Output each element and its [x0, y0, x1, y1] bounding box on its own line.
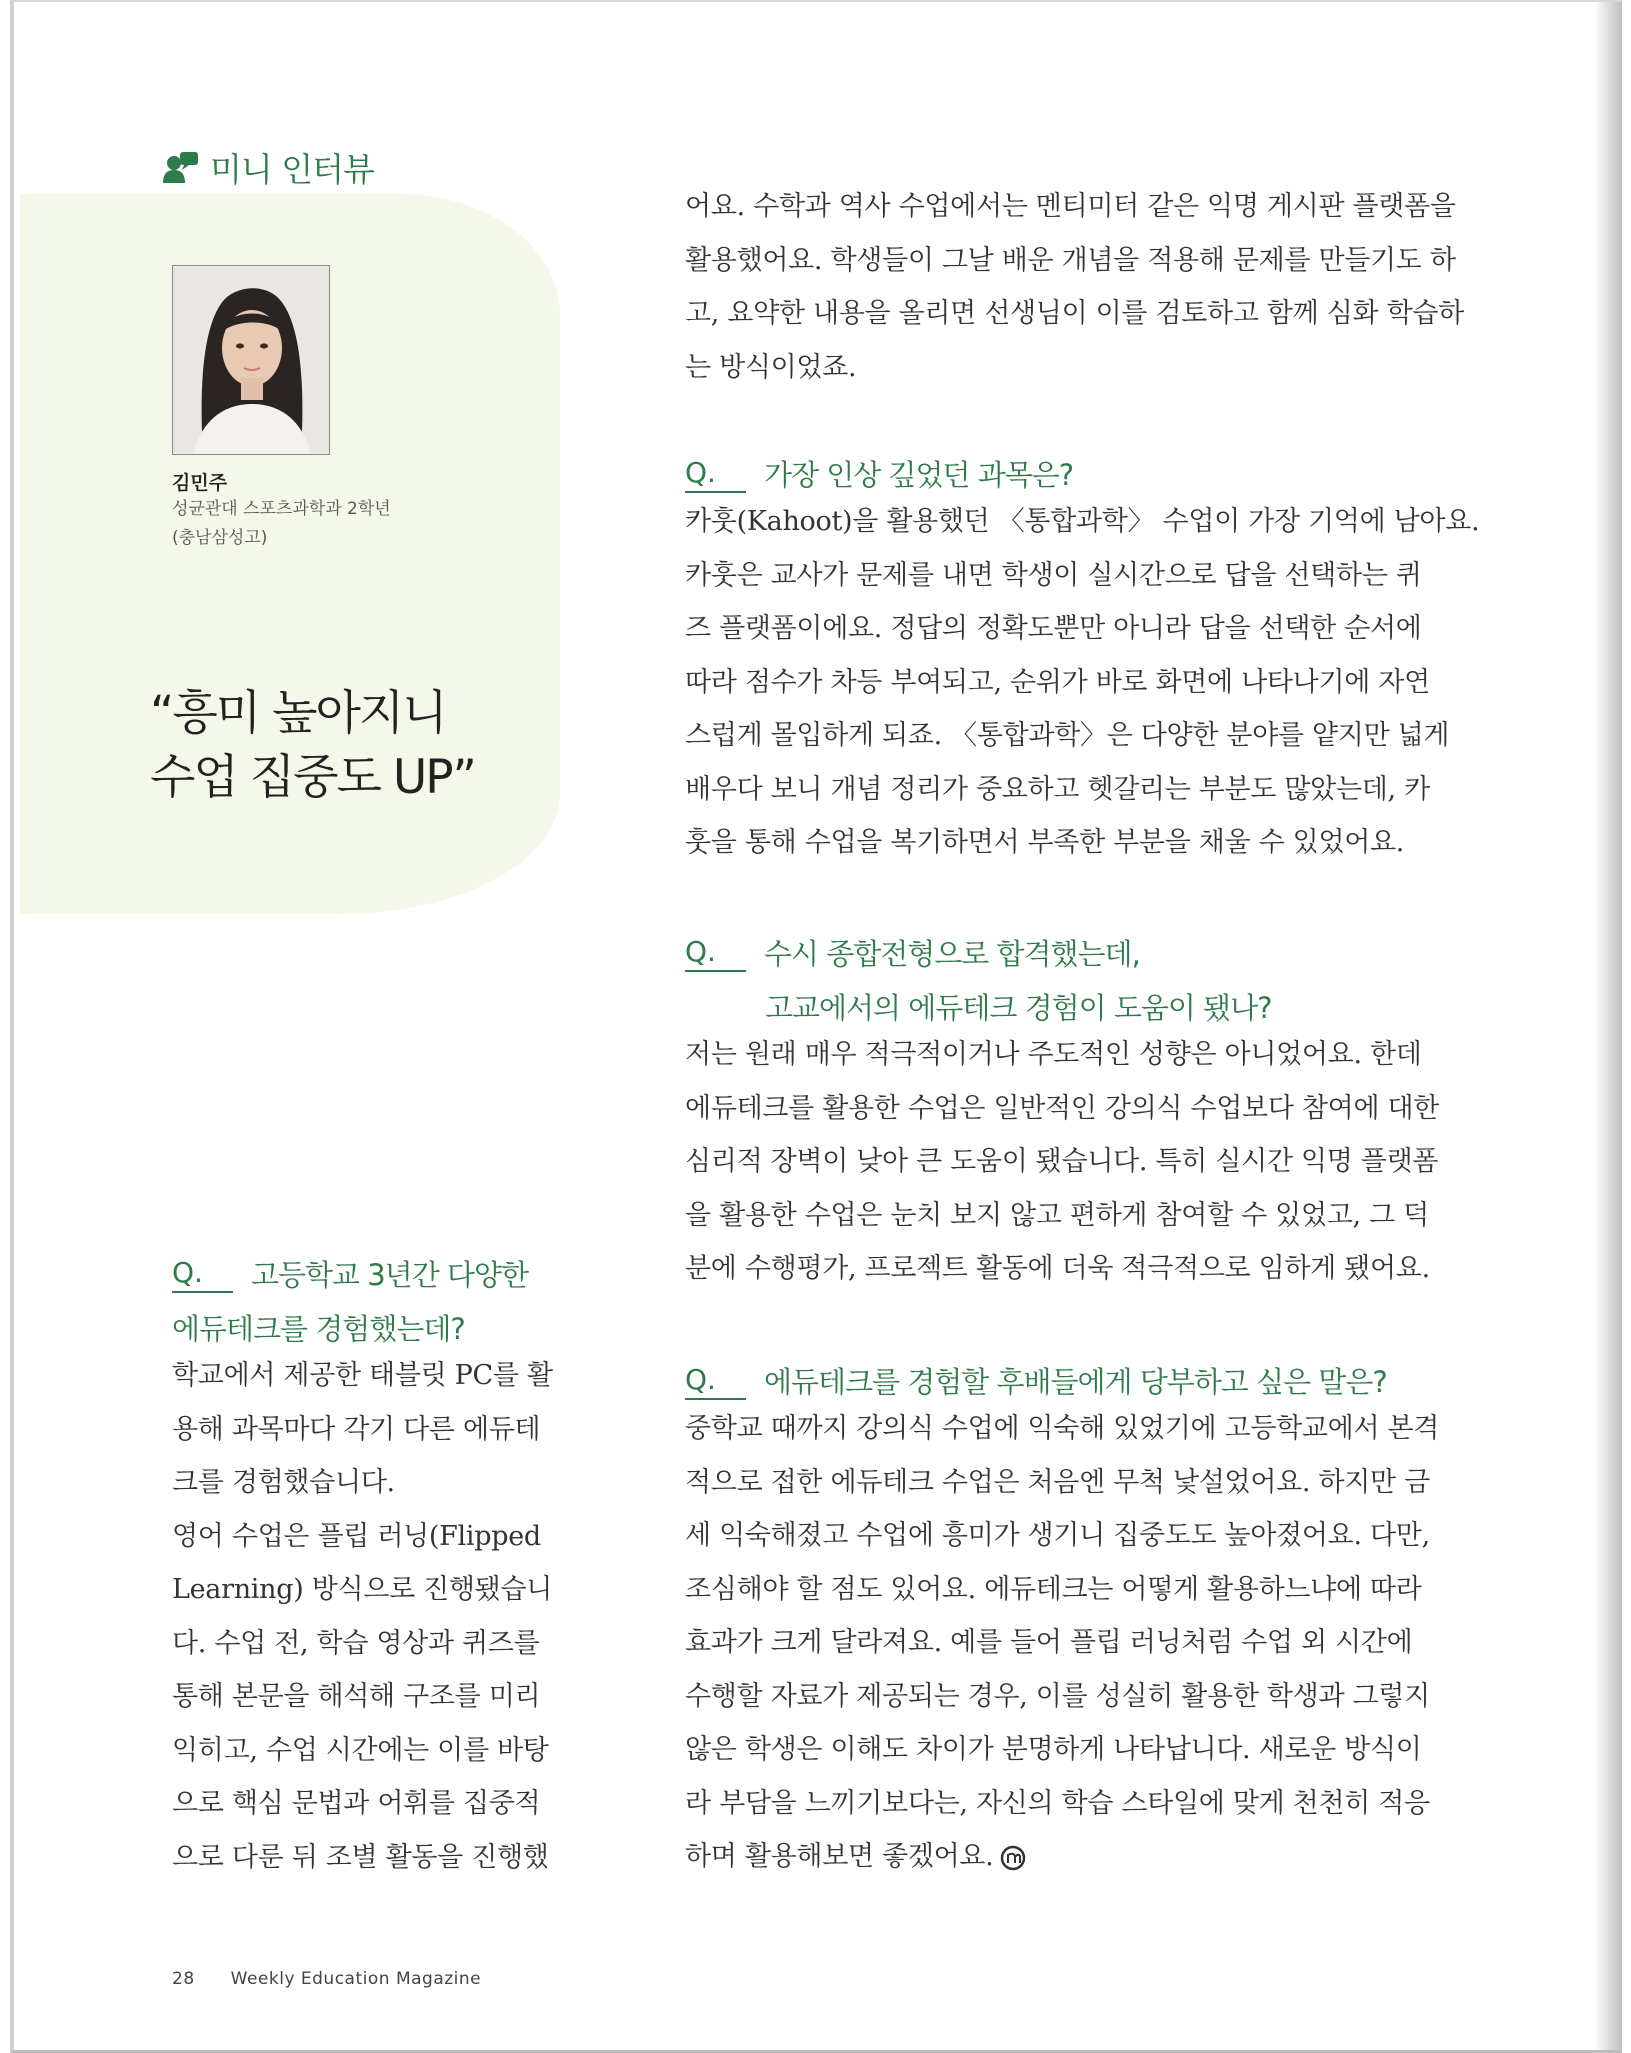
interview-icon [162, 149, 200, 187]
magazine-page [10, 0, 1622, 2053]
left-answer-line: 익히고, 수업 시간에는 이를 바탕 [172, 1734, 549, 1766]
continuation-line: 는 방식이었죠. [685, 351, 857, 383]
headline-line-2: 수업 집중도 UP” [150, 750, 475, 805]
page-number: 28 [172, 1969, 195, 1989]
left-answer-line: 학교에서 제공한 태블릿 PC를 활 [172, 1360, 553, 1391]
continuation-line: 고, 요약한 내용을 올리면 선생님이 이를 검토하고 함께 심화 학습하 [685, 298, 1464, 329]
profile-photo [172, 265, 330, 455]
answer-line: 즈 플랫폼이에요. 정답의 정확도뿐만 아니라 답을 선택한 순서에 [685, 613, 1422, 644]
question-mark: Q. [685, 934, 746, 972]
continuation-line: 활용했어요. 학생들이 그날 배운 개념을 적용해 문제를 만들기도 하 [685, 244, 1456, 276]
answer-line: 수행할 자료가 제공되는 경우, 이를 성실히 활용한 학생과 그렇지 [685, 1680, 1430, 1712]
answer-line: 효과가 크게 달라져요. 예를 들어 플립 러닝처럼 수업 외 시간에 [685, 1627, 1413, 1658]
answer-line: 따라 점수가 차등 부여되고, 순위가 바로 화면에 나타나기에 자연 [685, 666, 1430, 698]
question-row [685, 1362, 1439, 1400]
answer-line: 카훗은 교사가 문제를 내면 학생이 실시간으로 답을 선택하는 퀴 [685, 559, 1422, 591]
left-answer-line: 영어 수업은 플립 러닝(Flipped [172, 1520, 541, 1552]
qa-block-2 [685, 934, 1439, 1296]
answer-line: 않은 학생은 이해도 차이가 분명하게 나타납니다. 새로운 방식이 [685, 1734, 1422, 1765]
question-mark: Q. [172, 1255, 233, 1293]
question-line-1: 고등학교 3년간 다양한 [250, 1258, 528, 1292]
answer-line: 저는 원래 매우 적극적이거나 주도적인 성향은 아니었어요. 한데 [685, 1039, 1422, 1070]
page-edge-shadow [1594, 2, 1622, 2053]
interviewee-affiliation [172, 495, 391, 553]
answer-line: 훗을 통해 수업을 복기하면서 부족한 부분을 채울 수 있었어요. [685, 827, 1405, 858]
continuation-text [685, 180, 1464, 394]
answer-line: 하며 활용해보면 좋겠어요. [685, 1830, 1439, 1884]
left-answer-line: 으로 핵심 문법과 어휘를 집중적 [172, 1788, 541, 1819]
portrait-image [173, 266, 329, 454]
question-text: 수시 종합전형으로 합격했는데, [763, 937, 1140, 971]
answer-text [172, 1349, 553, 1884]
question-text: 가장 인상 깊었던 과목은? [763, 458, 1074, 492]
answer-text [685, 495, 1479, 870]
headline-quote [150, 682, 475, 810]
answer-line: 카훗(Kahoot)을 활용했던 〈통합과학〉 수업이 가장 기억에 남아요. [685, 506, 1480, 537]
answer-line: 중학교 때까지 강의식 수업에 익숙해 있었기에 고등학교에서 본격 [685, 1413, 1440, 1444]
question-row [685, 934, 1439, 972]
answer-text [685, 1402, 1439, 1884]
magazine-title: Weekly Education Magazine [230, 1969, 482, 1989]
continuation-line: 어요. 수학과 역사 수업에서는 멘티미터 같은 익명 게시판 플랫폼을 [685, 191, 1456, 222]
affiliation-text: 성균관대 스포츠과학과 2학년 [172, 499, 391, 519]
answer-line: 분에 수행평가, 프로젝트 활동에 더욱 적극적으로 임하게 됐어요. [685, 1253, 1430, 1284]
left-answer-line: 다. 수업 전, 학습 영상과 퀴즈를 [172, 1627, 540, 1659]
answer-line: 심리적 장벽이 낮아 큰 도움이 됐습니다. 특히 실시간 익명 플랫폼 [685, 1146, 1439, 1177]
question-mark: Q. [685, 1362, 746, 1400]
answer-line: 스럽게 몰입하게 되죠. 〈통합과학〉은 다양한 분야를 얕지만 넓게 [685, 720, 1450, 751]
qa-block-1 [685, 455, 1479, 870]
left-qa-block [172, 1255, 553, 1884]
headline-line-1: “흥미 높아지니 [150, 686, 446, 741]
answer-line: 에듀테크를 활용한 수업은 일반적인 강의식 수업보다 참여에 대한 [685, 1092, 1440, 1124]
question-mark: Q. [685, 455, 746, 493]
page-footer [172, 1969, 481, 1989]
question-line-2: 에듀테크를 경험했는데? [172, 1312, 465, 1346]
question-text: 고교에서의 에듀테크 경험이 도움이 됐나? [765, 991, 1272, 1025]
section-header [162, 144, 374, 191]
question-row [172, 1255, 553, 1293]
interviewee-name: 김민주 [172, 472, 228, 494]
left-answer-line: 용해 과목마다 각기 다른 에듀테 [172, 1413, 541, 1445]
answer-line: 적으로 접한 에듀테크 수업은 처음엔 무척 낯설었어요. 하지만 금 [685, 1466, 1430, 1498]
section-label: 미니 인터뷰 [210, 150, 374, 189]
left-answer-line: Learning) 방식으로 진행됐습니 [172, 1574, 553, 1605]
answer-line: 조심해야 할 점도 있어요. 에듀테크는 어떻게 활용하느냐에 따라 [685, 1573, 1422, 1605]
question-row [685, 455, 1479, 493]
end-mark-icon [999, 1844, 1027, 1872]
answer-text [685, 1028, 1439, 1296]
answer-line: 라 부담을 느끼기보다는, 자신의 학습 스타일에 맞게 천천히 적응 [685, 1787, 1430, 1819]
answer-line: 을 활용한 수업은 눈치 보지 않고 편하게 참여할 수 있었고, 그 덕 [685, 1199, 1429, 1231]
school-text: (충남삼성고) [172, 528, 268, 548]
left-answer-line: 으로 다룬 뒤 조별 활동을 진행했 [172, 1841, 549, 1873]
answer-line: 배우다 보니 개념 정리가 중요하고 헷갈리는 부분도 많았는데, 카 [685, 773, 1430, 805]
left-answer-line: 크를 경험했습니다. [172, 1467, 395, 1498]
left-answer-line: 통해 본문을 해석해 구조를 미리 [172, 1681, 541, 1712]
question-text: 에듀테크를 경험할 후배들에게 당부하고 싶은 말은? [763, 1365, 1387, 1399]
answer-line: 세 익숙해졌고 수업에 흥미가 생기니 집중도도 높아졌어요. 다만, [685, 1520, 1430, 1551]
qa-block-3 [685, 1362, 1439, 1884]
